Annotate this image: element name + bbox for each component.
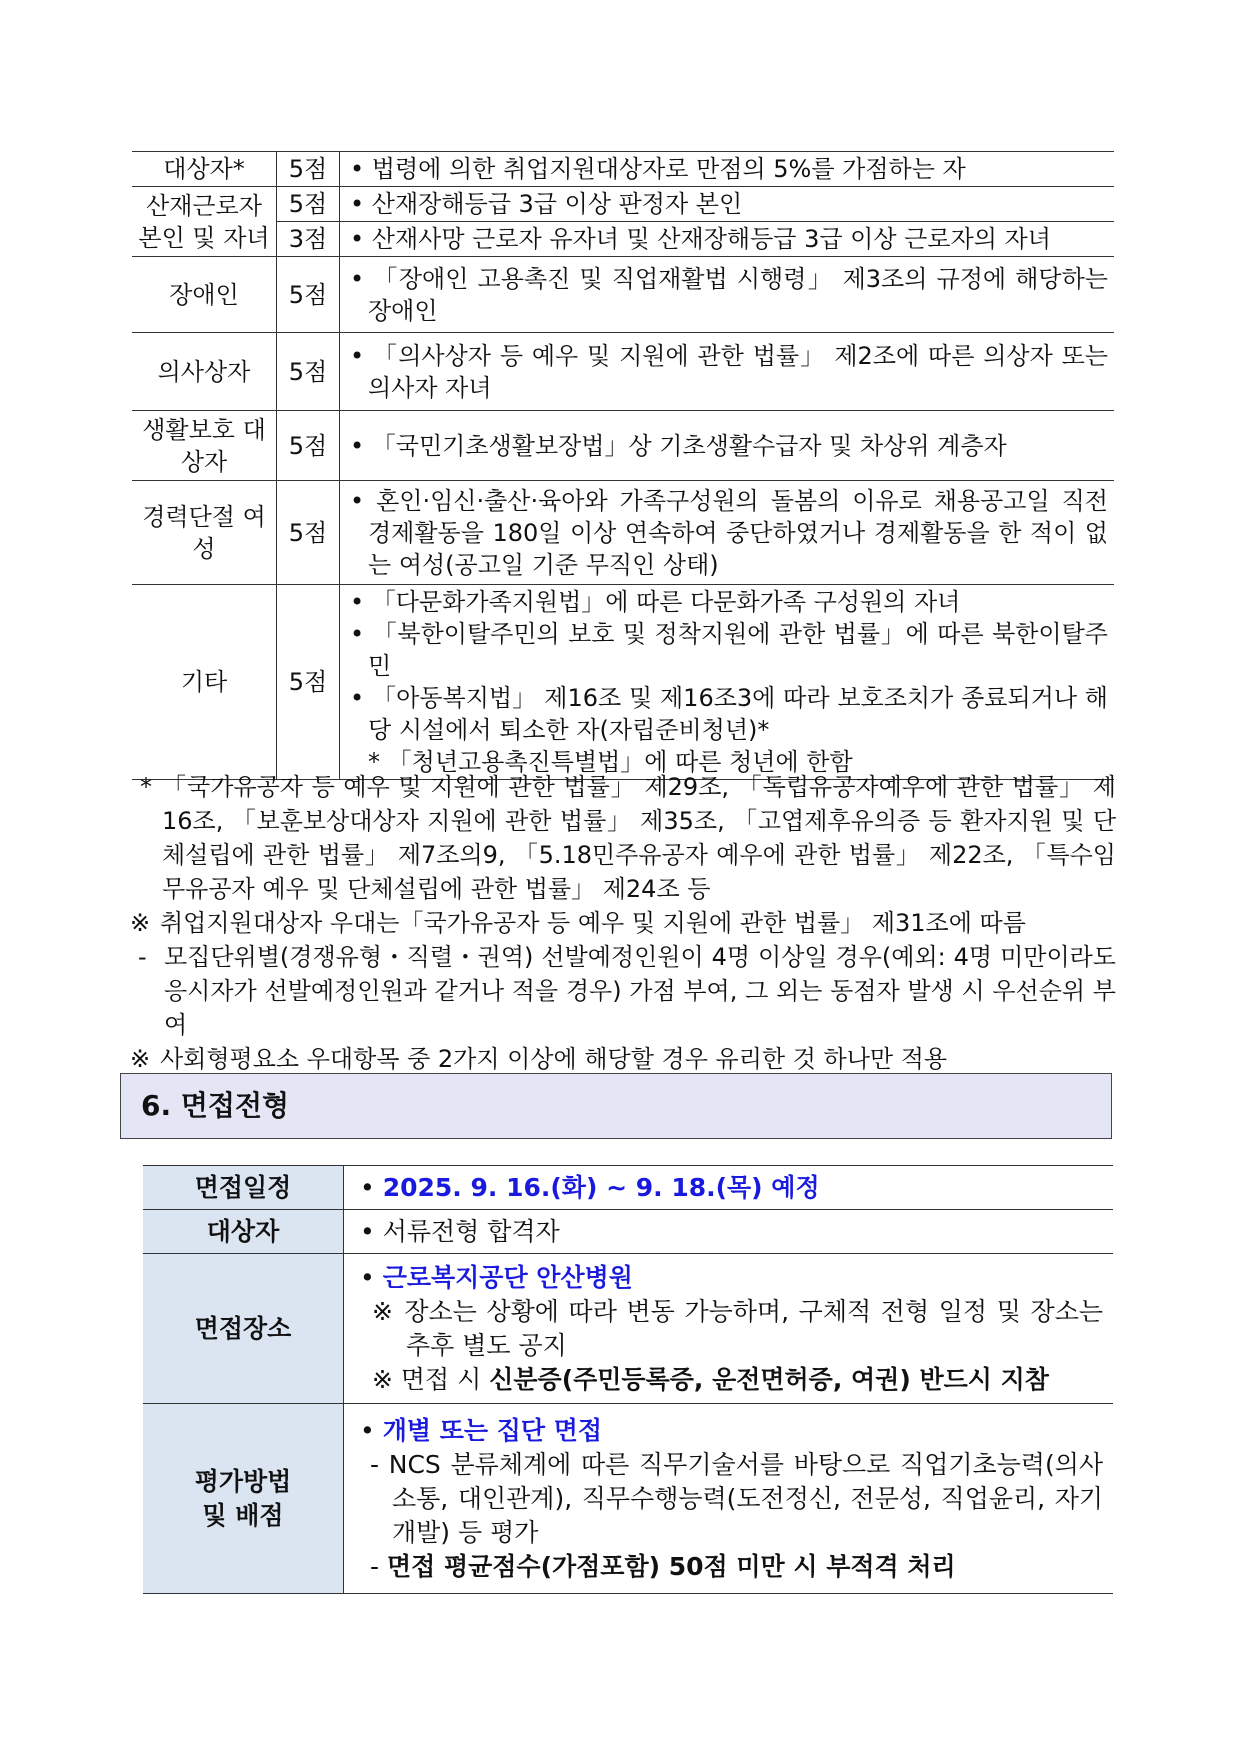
category-cell: 산재근로자 본인 및 자녀 <box>132 187 277 257</box>
score-cell: 5점 <box>277 411 340 481</box>
detail-cell <box>340 222 1115 257</box>
reference-mark-icon: ※ <box>130 1045 151 1073</box>
place-cell <box>344 1254 1114 1404</box>
detail-cell <box>340 333 1115 411</box>
target-value: 서류전형 합격자 <box>382 1216 560 1246</box>
category-cell: 경력단절 여성 <box>132 481 277 585</box>
method-detail: - 면접 평균점수(가점포함) 50점 미만 시 부적격 처리 <box>370 1551 956 1581</box>
bullet-item: • 「장애인 고용촉진 및 직업재활법 시행령」 제3조의 규정에 해당하는 장애인 <box>350 264 1108 325</box>
bullet-item: • 법령에 의한 취업지원대상자로 만점의 5%를 가점하는 자 <box>350 155 966 183</box>
bullet-item: • 산재장해등급 3급 이상 판정자 본인 <box>350 190 743 218</box>
bullet-item: • 서류전형 합격자 <box>360 1216 560 1246</box>
method-label: 평가방법 및 배점 <box>143 1404 344 1594</box>
bullet-item: • 「다문화가족지원법」에 따른 다문화가족 구성원의 자녀 <box>350 588 961 616</box>
footnote-star <box>130 770 1116 906</box>
detail-cell <box>340 411 1115 481</box>
score-cell: 5점 <box>277 152 340 187</box>
bullet-item: • 개별 또는 집단 면접 <box>360 1415 603 1445</box>
bullet-item: • 2025. 9. 16.(화) ~ 9. 18.(목) 예정 <box>360 1172 820 1202</box>
schedule-label: 면접일정 <box>143 1166 344 1210</box>
schedule-cell <box>344 1166 1114 1210</box>
reference-mark-icon: ※ <box>130 909 151 937</box>
sub-note: * 「청년고용촉진특별법」에 따른 청년에 한함 <box>368 748 853 776</box>
target-label: 대상자 <box>143 1210 344 1254</box>
category-cell: 대상자* <box>132 152 277 187</box>
method-value: 개별 또는 집단 면접 <box>382 1415 603 1445</box>
score-cell: 5점 <box>277 333 340 411</box>
method-detail: - NCS 분류체계에 따른 직무기술서를 바탕으로 직업기초능력(의사소통, 대인관계), 직무수행능력(도전정신, 전문성, 직업윤리, 자기개발) 등 평가 <box>370 1449 1103 1547</box>
category-cell: 기타 <box>132 585 277 780</box>
score-cell: 5점 <box>277 585 340 780</box>
note-text: 취업지원대상자 우대는「국가유공자 등 예우 및 지원에 관한 법률」 제31조에 따름 <box>160 909 1026 937</box>
detail-cell <box>340 152 1115 187</box>
bullet-item: • 「아동복지법」 제16조 및 제16조3에 따라 보호조치가 종료되거나 해당 시설에서 퇴소한 자(자립준비청년)* <box>350 684 1108 744</box>
place-note: ※ 면접 시 신분증(주민등록증, 운전면허증, 여권) 반드시 지참 <box>372 1364 1049 1394</box>
place-value: 근로복지공단 안산병원 <box>382 1262 633 1292</box>
score-cell: 5점 <box>277 257 340 333</box>
category-cell: 장애인 <box>132 257 277 333</box>
detail-cell <box>340 481 1115 585</box>
bullet-item: • 「국민기초생활보장법」상 기초생활수급자 및 차상위 계층자 <box>350 431 1007 460</box>
target-cell <box>344 1210 1114 1254</box>
score-table <box>132 151 1114 780</box>
asterisk-mark: * <box>140 773 152 801</box>
method-cell <box>344 1404 1114 1594</box>
reference-note <box>130 906 1116 940</box>
note-text: 사회형평요소 우대항목 중 2가지 이상에 해당할 경우 유리한 것 하나만 적용 <box>160 1045 948 1073</box>
score-cell: 5점 <box>277 187 340 222</box>
detail-cell <box>340 257 1115 333</box>
bullet-item: • 산재사망 근로자 유자녀 및 산재장해등급 3급 이상 근로자의 자녀 <box>350 225 1051 253</box>
bullet-item: • 혼인·임신·출산·육아와 가족구성원의 돌봄의 이유로 채용공고일 직전 경제활동을 180일 이상 연속하여 중단하였거나 경제활동을 한 적이 없는 여성(공고일 기준 무직인 상태) <box>350 486 1108 579</box>
category-cell: 생활보호 대상자 <box>132 411 277 481</box>
bullet-item: • 「의사상자 등 예우 및 지원에 관한 법률」 제2조에 따른 의상자 또는 의사자 자녀 <box>350 341 1108 402</box>
dash-mark: - <box>138 943 147 971</box>
detail-cell <box>340 187 1115 222</box>
dash-note <box>130 940 1116 1042</box>
place-label: 면접장소 <box>143 1254 344 1404</box>
score-cell: 3점 <box>277 222 340 257</box>
footnote-text: 「국가유공자 등 예우 및 지원에 관한 법률」 제29조, 「독립유공자예우에 관한 법률」 제16조, 「보훈보상대상자 지원에 관한 법률」 제35조, 「고엽제후유의증 등 환자지원 및 단체설립에 관한 법률」 제7조의9, 「5.18민주유공자 예우에 관한 법률」 제22조, 「특수임무유공자 예우 및 단체설립에 관한 법률」 제24조 등 <box>162 773 1116 903</box>
interview-table <box>143 1165 1113 1594</box>
place-note: ※ 장소는 상황에 따라 변동 가능하며, 구체적 전형 일정 및 장소는 추후 별도 공지 <box>372 1296 1103 1360</box>
score-cell: 5점 <box>277 481 340 585</box>
bullet-item: • 「북한이탈주민의 보호 및 정착지원에 관한 법률」에 따른 북한이탈주민 <box>350 620 1108 680</box>
bullet-item: • 근로복지공단 안산병원 <box>360 1262 633 1292</box>
section-heading: 6. 면접전형 <box>120 1073 1112 1139</box>
footnotes <box>130 770 1116 1076</box>
detail-cell <box>340 585 1115 780</box>
schedule-value: 2025. 9. 16.(화) ~ 9. 18.(목) 예정 <box>382 1172 820 1202</box>
reference-note <box>130 1042 1116 1076</box>
note-text: 모집단위별(경쟁유형・직렬・권역) 선발예정인원이 4명 이상일 경우(예외: 4명 미만이라도 응시자가 선발예정인원과 같거나 적을 경우) 가점 부여, 그 외는 동점자 발생 시 우선순위 부여 <box>164 943 1116 1039</box>
category-cell: 의사상자 <box>132 333 277 411</box>
